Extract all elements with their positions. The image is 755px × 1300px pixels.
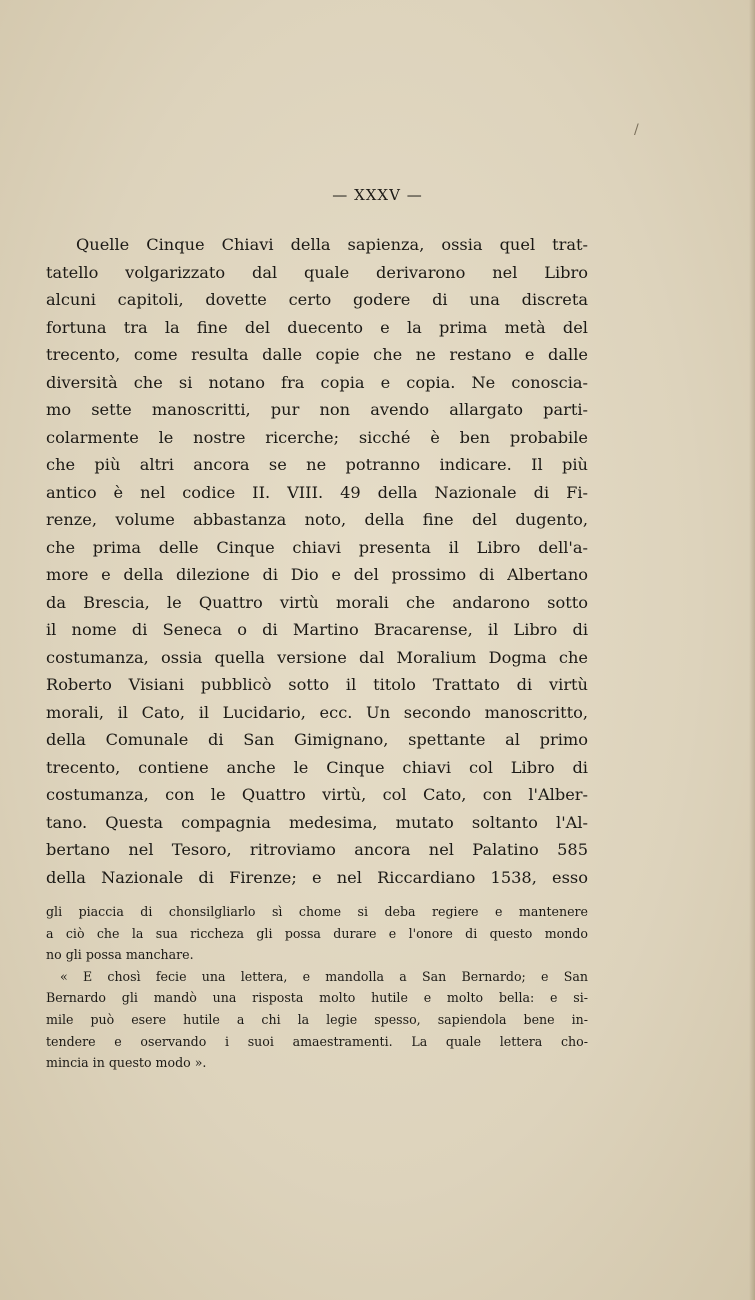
footnote-line: Bernardo gli mandò una risposta molto hutile e molto bella: e si-	[46, 990, 588, 1006]
text-line: trecento, come resulta dalle copie che ne restano e dalle	[46, 345, 588, 364]
text-line: Quelle Cinque Chiavi della sapienza, ossia quel trat-	[76, 235, 588, 254]
text-line: costumanza, ossia quella versione dal Moralium Dogma che	[46, 647, 588, 667]
margin-mark: /	[634, 122, 639, 138]
text-line: trecento, contiene anche le Cinque chiavi col Libro di	[46, 757, 588, 777]
text-line: che più altri ancora se ne potranno indicare. Il più	[46, 455, 588, 474]
text-line: tatello volgarizzato dal quale derivarono nel Libro	[46, 262, 588, 282]
text-line: costumanza, con le Quattro virtù, col Cato, con l'Alber-	[46, 785, 588, 804]
main-text	[46, 231, 588, 891]
text-line: della Nazionale di Firenze; e nel Riccardiano 1538, esso	[46, 867, 588, 887]
page-edge-shadow	[749, 0, 755, 1300]
footnote-line: mile può esere hutile a chi la legie spesso, sapiendola bene in-	[46, 1011, 588, 1027]
text-line: colarmente le nostre ricerche; sicché è ben probabile	[46, 427, 588, 447]
text-line: fortuna tra la fine del duecento e la prima metà del	[46, 317, 588, 337]
text-line: da Brescia, le Quattro virtù morali che andarono sotto	[46, 592, 588, 612]
footnote-line: mincia in questo modo ».	[46, 1055, 207, 1071]
text-line: renze, volume abbastanza noto, della fine del dugento,	[46, 510, 588, 529]
text-line: tano. Questa compagnia medesima, mutato soltanto l'Al-	[46, 812, 588, 832]
text-line: della Comunale di San Gimignano, spettante al primo	[46, 730, 588, 749]
footnote-line: « E chosì fecie una lettera, e mandolla a San Bernardo; e San	[60, 968, 588, 984]
footnote	[46, 901, 588, 1074]
footnote-line: tendere e oservando i suoi amaestramenti. La quale lettera cho-	[46, 1033, 588, 1049]
text-line: morali, il Cato, il Lucidario, ecc. Un secondo manoscritto,	[46, 702, 588, 722]
text-line: che prima delle Cinque chiavi presenta il Libro dell'a-	[46, 537, 588, 557]
footnote-line: a ciò che la sua riccheza gli possa durare e l'onore di questo mondo	[46, 925, 588, 941]
footnote-line: no gli possa manchare.	[46, 947, 194, 963]
text-line: mo sette manoscritti, pur non avendo allargato parti-	[46, 400, 588, 419]
text-line: more e della dilezione di Dio e del prossimo di Albertano	[46, 565, 588, 584]
text-line: bertano nel Tesoro, ritroviamo ancora nel Palatino 585	[46, 840, 588, 859]
text-line: antico è nel codice II. VIII. 49 della Nazionale di Fi-	[46, 482, 588, 502]
running-head: — XXXV —	[332, 186, 423, 204]
text-line: diversità che si notano fra copia e copia. Ne conoscia-	[46, 372, 588, 392]
text-line: alcuni capitoli, dovette certo godere di una discreta	[46, 290, 588, 309]
footnote-line: gli piaccia di chonsilgliarlo sì chome si deba regiere e mantenere	[46, 904, 588, 919]
text-line: il nome di Seneca o di Martino Bracarense, il Libro di	[46, 620, 588, 639]
text-line: Roberto Visiani pubblicò sotto il titolo Trattato di virtù	[46, 675, 588, 694]
